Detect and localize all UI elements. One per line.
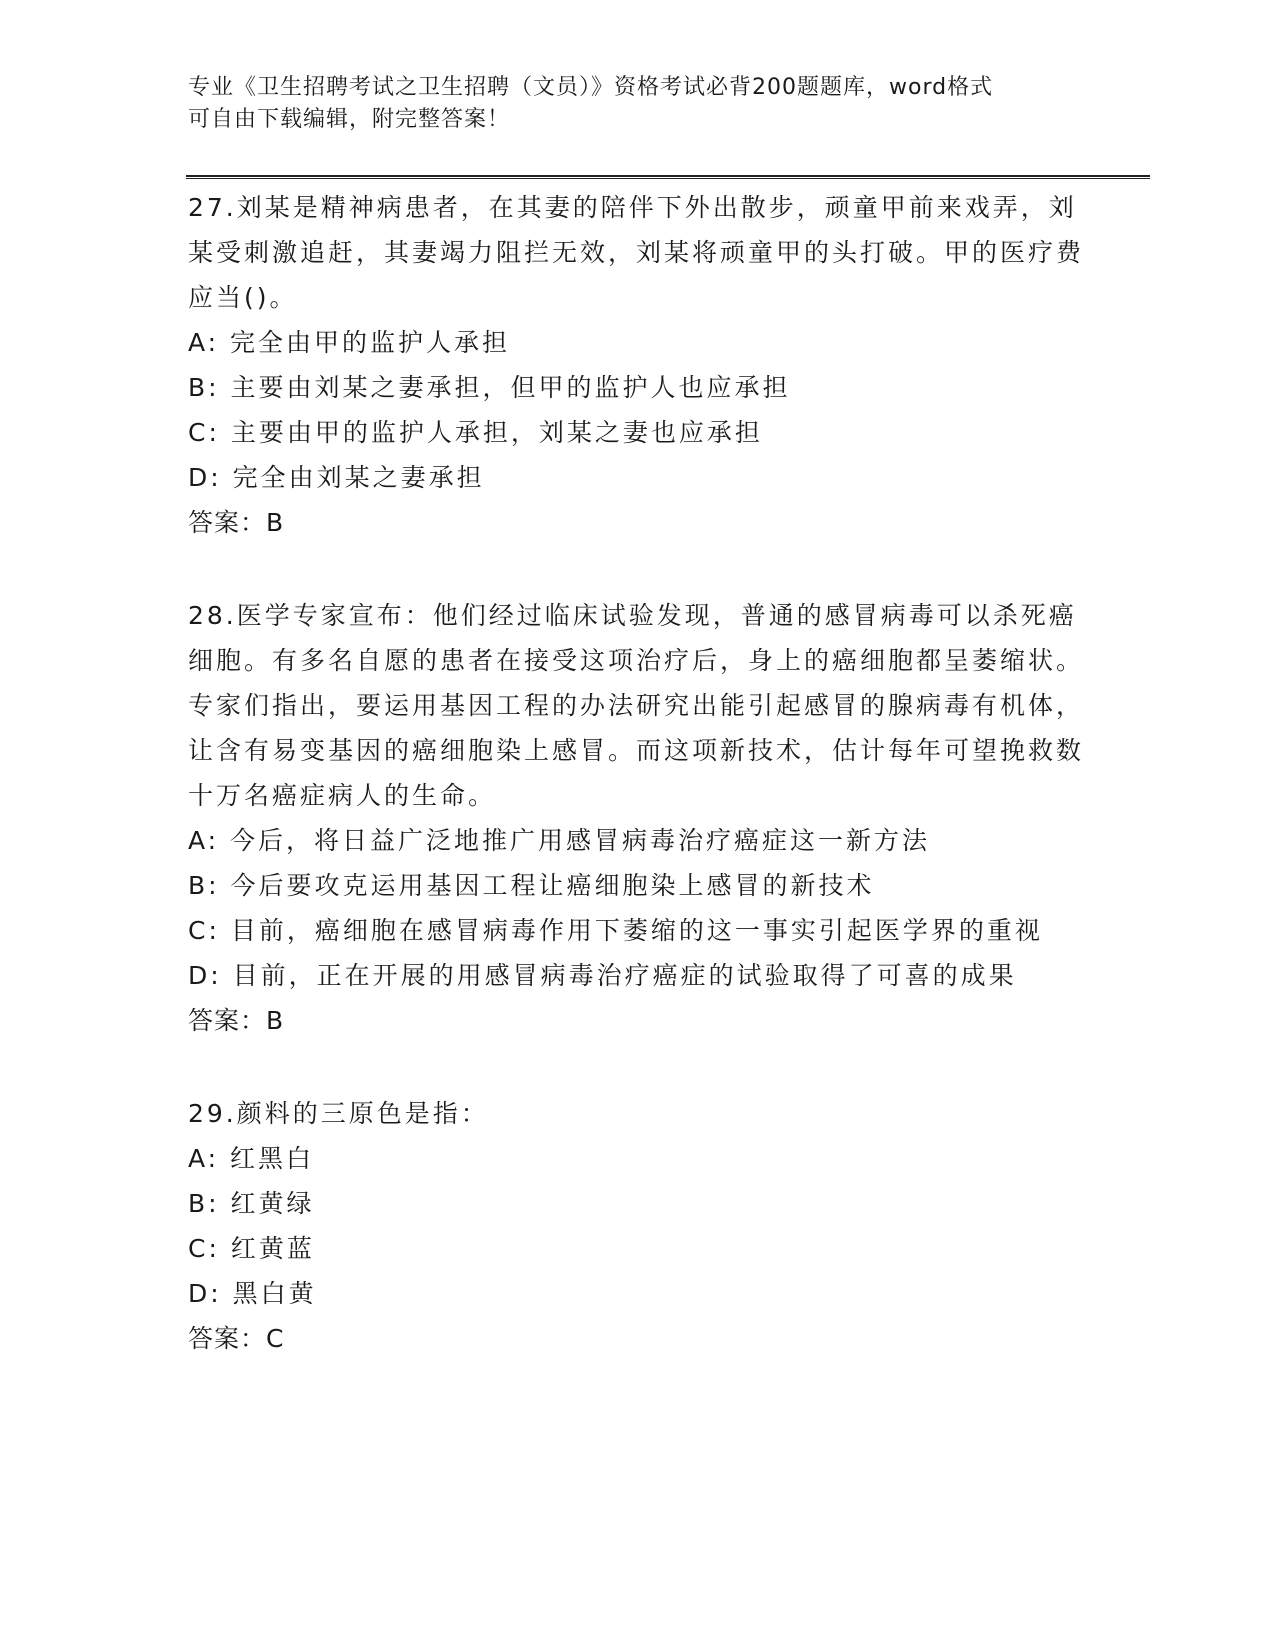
- question-list: [188, 185, 1088, 1409]
- option-c: C: 主要由甲的监护人承担，刘某之妻也应承担: [188, 418, 763, 447]
- header-divider: [186, 175, 1150, 179]
- header-line-1: 专业《卫生招聘考试之卫生招聘（文员）》资格考试必背200题题库，word格式: [188, 75, 994, 100]
- option-b: B: 主要由刘某之妻承担，但甲的监护人也应承担: [188, 373, 791, 402]
- question-29: [188, 1091, 1088, 1361]
- option-d: D: 完全由刘某之妻承担: [188, 463, 485, 492]
- question-28: [188, 593, 1088, 1043]
- question-stem: 29.颜料的三原色是指：: [188, 1099, 489, 1128]
- question-27: [188, 185, 1088, 545]
- option-b: B: 红黄绿: [188, 1189, 315, 1218]
- option-c: C: 红黄蓝: [188, 1234, 315, 1263]
- option-a: A: 今后，将日益广泛地推广用感冒病毒治疗癌症这一新方法: [188, 826, 931, 855]
- option-d: D: 目前，正在开展的用感冒病毒治疗癌症的试验取得了可喜的成果: [188, 961, 1017, 990]
- header-line-2: 可自由下载编辑，附完整答案！: [188, 107, 511, 132]
- option-b: B: 今后要攻克运用基因工程让癌细胞染上感冒的新技术: [188, 871, 875, 900]
- question-stem: 27.刘某是精神病患者，在其妻的陪伴下外出散步，顽童甲前来戏弄，刘某受刺激追赶，其妻竭力阻拦无效，刘某将顽童甲的头打破。甲的医疗费应当()。: [188, 193, 1085, 312]
- answer: 答案：B: [188, 1006, 285, 1035]
- option-a: A: 红黑白: [188, 1144, 315, 1173]
- document-header: [188, 72, 1068, 136]
- answer: 答案：C: [188, 1324, 285, 1353]
- answer: 答案：B: [188, 508, 285, 537]
- question-stem: 28.医学专家宣布：他们经过临床试验发现，普通的感冒病毒可以杀死癌细胞。有多名自愿的患者在接受这项治疗后，身上的癌细胞都呈萎缩状。专家们指出，要运用基因工程的办法研究出能引起感冒的腺病毒有机体，让含有易变基因的癌细胞染上感冒。而这项新技术，估计每年可望挽救数十万名癌症病人的生命。: [188, 601, 1085, 810]
- option-d: D: 黑白黄: [188, 1279, 317, 1308]
- option-a: A: 完全由甲的监护人承担: [188, 328, 511, 357]
- option-c: C: 目前，癌细胞在感冒病毒作用下萎缩的这一事实引起医学界的重视: [188, 916, 1043, 945]
